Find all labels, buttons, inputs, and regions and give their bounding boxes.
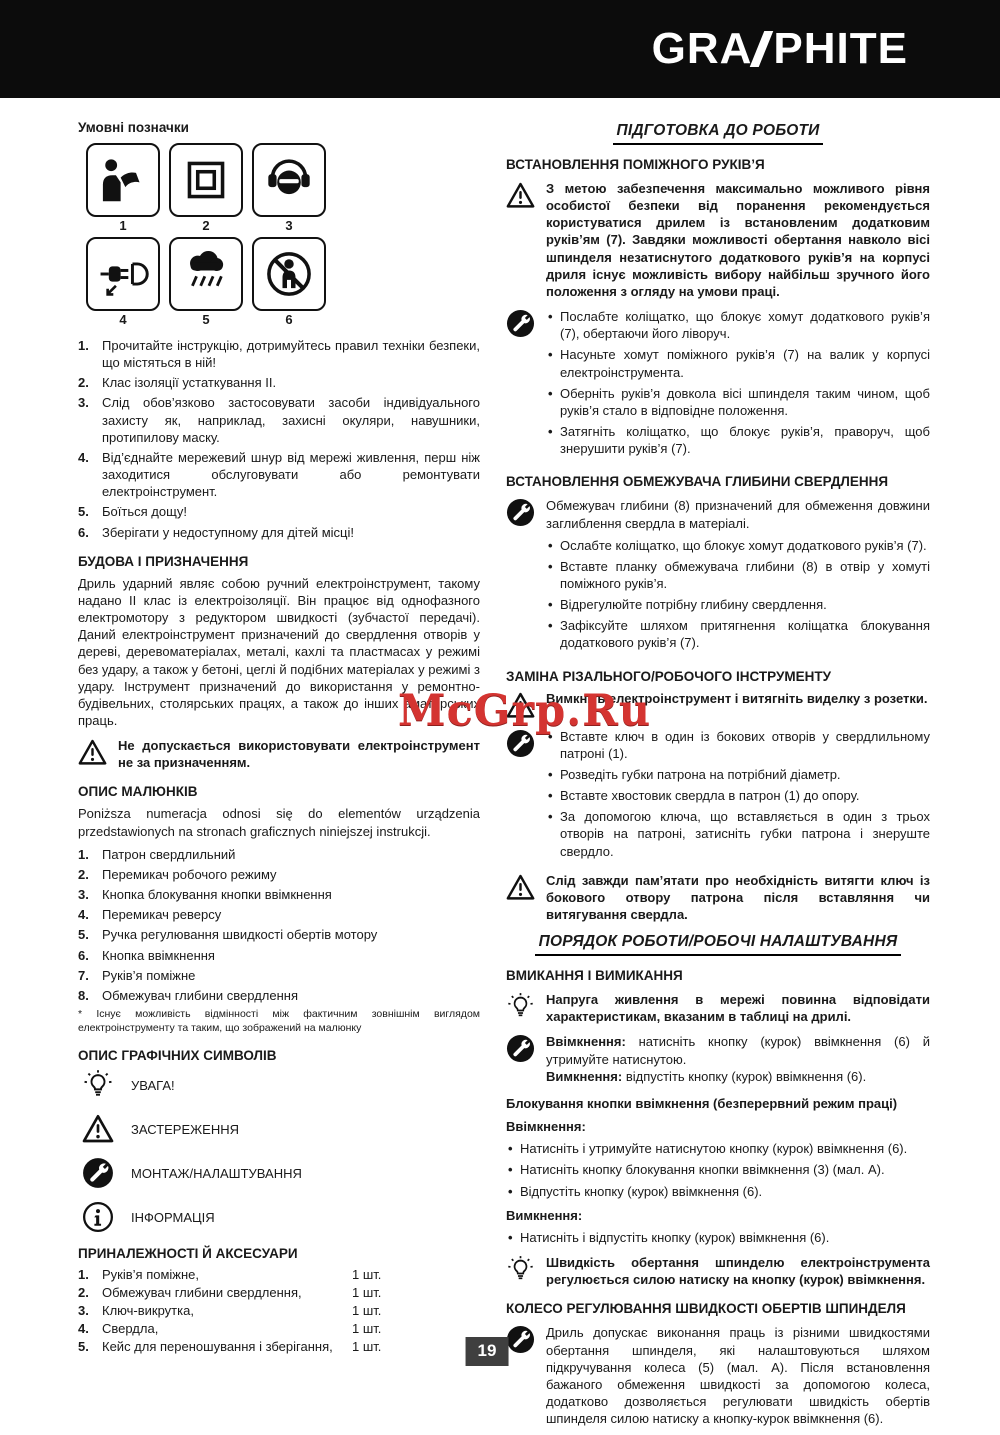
figure-item	[78, 906, 480, 923]
speed-wheel-title: КОЛЕСО РЕГУЛЮВАННЯ ШВИДКОСТІ ОБЕРТІВ ШПИНДЕЛЯ	[506, 1301, 906, 1317]
figures-footnote: * Існує можливість відмінності між фактичним зовнішнім виглядом електроінструменту та таким, що зображений на малюнку	[78, 1008, 480, 1034]
symbol-note-item	[78, 394, 480, 445]
pictogram-5	[169, 237, 243, 327]
wrench-icon-col	[506, 728, 536, 864]
rain-cloud-glyph	[180, 248, 232, 300]
step-item: • Оберніть руків’я довкола вісі шпинделя таким чином, щоб руків’я стало в відповідне положення.	[546, 385, 930, 419]
step-item: • Відрегулюйте потрібну глибину свердлення.	[546, 596, 930, 613]
unplug-glyph	[97, 248, 149, 300]
item-text: Прочитайте інструкцію, дотримуйтесь правил техніки безпеки, що містяться в ній!	[102, 338, 480, 371]
step-item: • Затягніть коліщатко, що блокує руків’я, праворуч, щоб знерушити руків’я (7).	[546, 423, 930, 457]
item-number: 1.	[78, 1267, 89, 1283]
depth-stop-title: ВСТАНОВЛЕННЯ ОБМЕЖУВАЧА ГЛИБИНИ СВЕРДЛЕННЯ	[506, 474, 889, 490]
lock-on-label: Ввімкнення:	[506, 1119, 586, 1135]
depth-stop-intro: Обмежувач глибини (8) призначений для обмеження довжини заглиблення свердла в матеріалі.	[546, 498, 930, 531]
step-item: • Відпустіть кнопку (курок) ввімкнення (6).	[506, 1183, 930, 1200]
on-off-title: ВМИКАННЯ І ВИМИКАННЯ	[506, 968, 683, 984]
figures-title: ОПИС МАЛЮНКІВ	[78, 784, 198, 800]
aux-handle-warning-text: З метою забезпечення максимально можливого рівня особистої безпеки від поранення рекомендується користуватися дрилем із встановленим додатковим руків’ям (7). Завдяки можливості обертання навколо вісі шпинделя незатиснутого додаткового руків’я на корпусі дриля існує можливість вибору найбільш зручного його положення з огляду на умови праці.	[546, 181, 930, 299]
ppe-glyph	[263, 154, 315, 206]
tool-change-warning-text: Вимкніть електроінструмент і витягніть виделку з розетки.	[546, 690, 928, 706]
step-item: • За допомогою ключа, що вставляється в один з трьох отворів на патроні, затисніть губки патрона і знеруште свердло.	[546, 808, 930, 859]
speed-wheel-body: Дриль допускає виконання праць із різними швидкостями обертання шпинделя, які налаштовуються шляхом підкручування колеса (5) (мал. A). Після встановлення бажаного обмеження швидкості за допомогою колеса, додатково дозволяється регулювати швидкість обертів шпинделя силою натиску а кнопку-курок ввімкнення (6).	[546, 1325, 930, 1427]
item-number: 5.	[78, 504, 89, 520]
item-text: Свердла,	[102, 1321, 159, 1337]
speed-note-text: Швидкість обертання шпинделю електроінструмента регулюється силою натиску на кнопку (курок) ввімкнення.	[546, 1255, 930, 1288]
symbol-note-item	[78, 374, 480, 391]
switch-on-line	[546, 1033, 930, 1067]
voltage-note-text: Напруга живлення в мережі повинна відповідати характеристикам, вказаним в таблиці на дрилі.	[546, 992, 930, 1025]
prep-heading	[506, 122, 930, 145]
symbols-title: Умовні позначки	[78, 120, 189, 135]
figure-item	[78, 967, 480, 984]
item-quantity: 1 шт.	[352, 1303, 382, 1319]
item-text: Перемикач реверсу	[102, 907, 222, 923]
step-item: • Послабте коліщатко, що блокує хомут додаткового руків’я (7), обертаючи його ліворуч.	[546, 308, 930, 342]
steps-list	[546, 308, 930, 461]
accessory-item	[78, 1267, 480, 1282]
item-number: 5.	[78, 927, 89, 943]
page-content	[0, 98, 1000, 1435]
lock-off-steps	[506, 1229, 930, 1246]
item-text: Слід обов’язково застосовувати засоби індивідуального захисту як, наприклад, захисні окуляри, навушники, протипилову маску.	[102, 395, 480, 445]
bulb-icon-col	[506, 991, 536, 1025]
voltage-note	[506, 991, 930, 1025]
left-column	[78, 120, 480, 1435]
steps-list	[546, 728, 930, 864]
bulb-icon-col	[506, 1254, 536, 1288]
item-number: 3.	[78, 887, 89, 903]
read-manual-icon	[86, 143, 160, 217]
item-quantity: 1 шт.	[352, 1285, 382, 1301]
warning-triangle-icon	[78, 738, 107, 767]
accessories-list	[78, 1267, 480, 1354]
no-children-glyph	[263, 248, 315, 300]
wrench-icon-col	[506, 497, 536, 655]
accessory-item	[78, 1339, 480, 1354]
figure-item	[78, 987, 480, 1004]
wrench-icon-col	[506, 1033, 536, 1084]
symbol-note-item	[78, 337, 480, 371]
symbol-note-item	[78, 524, 480, 541]
tool-change-title: ЗАМІНА РІЗАЛЬНОГО/РОБОЧОГО ІНСТРУМЕНТУ	[506, 668, 832, 684]
figure-item	[78, 926, 480, 943]
assembly-wrench-icon	[506, 1034, 535, 1063]
item-text: Обмежувач глибини свердлення	[102, 987, 299, 1003]
operation-heading-text: ПОРЯДОК РОБОТИ/РОБОЧІ НАЛАШТУВАННЯ	[535, 933, 902, 956]
item-text: Руків’я поміжне	[102, 967, 196, 983]
item-text: Зберігати у недоступному для дітей місці!	[102, 524, 355, 540]
pictogram-3	[252, 143, 326, 233]
speed-wheel-content	[546, 1324, 930, 1427]
item-text: Кейс для переношування і зберігання,	[102, 1339, 333, 1355]
double-square-glyph	[180, 154, 232, 206]
pictogram-number: 6	[285, 312, 293, 327]
item-text: Від’єднайте мережевий шнур від мережі живлення, перш ніж заходитися обслуговувати або ремонтувати електроінструмент.	[102, 449, 480, 500]
item-text: Патрон свердлильний	[102, 846, 236, 862]
symbol-note-item	[78, 449, 480, 500]
item-quantity: 1 шт.	[352, 1339, 382, 1355]
item-quantity: 1 шт.	[352, 1321, 382, 1337]
step-item: • Насуньте хомут поміжного руків’я (7) на валик у корпусі електроінструмента.	[546, 346, 930, 380]
pictogram-number: 3	[285, 218, 293, 233]
misuse-warning-text: Не допускається використовувати електроінструмент не за призначенням.	[118, 738, 480, 771]
item-text: Обмежувач глибини свердлення,	[102, 1285, 302, 1301]
step-item: • Натисніть і утримуйте натиснутою кнопку (курок) ввімкнення (6).	[506, 1140, 930, 1157]
legend-label: МОНТАЖ/НАЛАШТУВАННЯ	[131, 1165, 302, 1181]
step-item: • Натисніть і відпустіть кнопку (курок) ввімкнення (6).	[506, 1229, 930, 1246]
switch-off-label: Вимкнення:	[546, 1068, 623, 1084]
item-number: 6.	[78, 947, 89, 963]
attention-bulb-icon	[82, 1069, 114, 1101]
item-number: 3.	[78, 1303, 89, 1319]
switch-off-text: відпустіть кнопку (курок) ввімкнення (6).	[622, 1068, 867, 1084]
item-number: 6.	[78, 524, 89, 540]
personal-protection-icon	[252, 143, 326, 217]
warning-icon-col	[506, 180, 536, 300]
class-2-insulation-icon	[169, 143, 243, 217]
item-number: 2.	[78, 866, 89, 882]
step-item: • Розведіть губки патрона на потрібний діаметр.	[546, 766, 930, 783]
on-off-text	[546, 1033, 930, 1084]
warning-icon-col	[78, 737, 108, 771]
pictogram-number: 4	[119, 312, 127, 327]
item-text: Кнопка ввімкнення	[102, 947, 215, 963]
aux-handle-steps	[506, 308, 930, 461]
warning-icon-col	[506, 872, 536, 923]
item-number: 7.	[78, 967, 89, 983]
switch-on-text: натисніть кнопку (курок) ввімкнення (6) й утримуйте натиснутою.	[546, 1034, 930, 1067]
item-text: Клас ізоляції устаткування II.	[102, 375, 277, 391]
figure-item	[78, 866, 480, 883]
legend-row	[82, 1113, 480, 1145]
item-number: 4.	[78, 449, 89, 465]
figures-list	[78, 846, 480, 1004]
item-number: 4.	[78, 907, 89, 923]
accessory-item	[78, 1303, 480, 1318]
step-item: • Вставте планку обмежувача глибини (8) в отвір у хомуті поміжного руків’я.	[546, 558, 930, 592]
assembly-wrench-icon	[506, 498, 535, 527]
graphic-symbols-title: ОПИС ГРАФІЧНИХ СИМВОЛІВ	[78, 1048, 277, 1064]
item-text: Перемикач робочого режиму	[102, 866, 277, 882]
figure-item	[78, 846, 480, 863]
item-quantity: 1 шт.	[352, 1267, 382, 1283]
unplug-icon	[86, 237, 160, 311]
switch-on-label: Ввімкнення:	[546, 1034, 626, 1050]
accessory-item	[78, 1285, 480, 1300]
item-number: 8.	[78, 987, 89, 1003]
lock-title: Блокування кнопки ввімкнення (безперервний режим праці)	[506, 1095, 898, 1111]
step-item: • Зафіксуйте шляхом притягнення коліщатка блокування додаткового руків’я (7).	[546, 617, 930, 651]
symbol-note-item	[78, 503, 480, 520]
figures-intro: Poniższa numeracja odnosi się do elementów urządzenia przedstawionych na stronach graficznych niniejszej instrukcji.	[78, 806, 480, 839]
item-number: 2.	[78, 375, 89, 391]
logo-text-left: GRA	[651, 24, 753, 73]
item-text: Руків’я поміжне,	[102, 1267, 200, 1283]
keep-away-from-children-icon	[252, 237, 326, 311]
lock-off-label: Вимкнення:	[506, 1207, 583, 1223]
information-icon	[82, 1201, 114, 1233]
item-text: Кнопка блокування кнопки ввімкнення	[102, 887, 332, 903]
operation-heading	[506, 933, 930, 956]
item-number: 1.	[78, 338, 89, 353]
attention-bulb-icon	[506, 992, 535, 1021]
item-number: 3.	[78, 395, 89, 411]
depth-stop-block	[506, 497, 930, 655]
depth-stop-content	[546, 497, 930, 655]
legend-row	[82, 1069, 480, 1101]
aux-handle-title: ВСТАНОВЛЕННЯ ПОМІЖНОГО РУКІВ’Я	[506, 157, 765, 172]
warning-triangle-icon	[506, 873, 535, 902]
pictogram-number: 2	[202, 218, 210, 233]
misuse-warning	[78, 737, 480, 771]
lock-on-steps	[506, 1140, 930, 1199]
wrench-icon-col	[506, 1324, 536, 1427]
item-text: Боїться дощу!	[102, 504, 188, 520]
step-item: • Натисніть кнопку блокування кнопки ввімкнення (3) (мал. A).	[506, 1161, 930, 1178]
logo-slash-icon	[750, 31, 774, 67]
assembly-wrench-icon	[506, 1325, 535, 1354]
chuck-key-warning	[506, 872, 930, 923]
figure-item	[78, 886, 480, 903]
legend-label: УВАГА!	[131, 1077, 175, 1093]
step-item: • Вставте ключ в один із бокових отворів у свердлильному патроні (1).	[546, 728, 930, 762]
warning-triangle-icon	[82, 1113, 114, 1145]
watermark: McGrp.Ru	[398, 686, 652, 736]
pictogram-4	[86, 237, 160, 327]
speed-wheel-block	[506, 1324, 930, 1427]
construction-body: Дриль ударний являє собою ручний електроінструмент, такому надано II клас із електроізоляції. Він працює від однофазного електромотору з редуктором швидкості (зубчастої передачі). Даний електроінструмент призначений до свердлення отворів у дереві, деревоматеріалах, металі, кахлі та пластмасах у режимі без удару, а також у бетоні, цеглі й подібних матеріалах у режимі з удару. Інструмент призначений до використання у ремонтно-будівельних, столярських працях, а також до інших аматорських праць.	[78, 575, 480, 728]
legend-row	[82, 1157, 480, 1189]
accessories-title: ПРИНАЛЕЖНОСТІ Й АКСЕСУАРИ	[78, 1246, 298, 1262]
step-item: • Вставте хвостовик свердла в патрон (1) до опору.	[546, 787, 930, 804]
page-number: 19	[466, 1337, 509, 1366]
graphic-symbols-legend	[78, 1069, 480, 1233]
figure-item	[78, 947, 480, 964]
item-number: 2.	[78, 1285, 89, 1301]
symbol-notes-list	[78, 337, 480, 541]
right-column	[506, 120, 930, 1435]
warning-triangle-icon	[506, 181, 535, 210]
switch-off-line	[546, 1068, 930, 1085]
legend-label: ІНФОРМАЦІЯ	[131, 1209, 215, 1225]
item-number: 5.	[78, 1339, 89, 1355]
prep-heading-text: ПІДГОТОВКА ДО РОБОТИ	[613, 122, 824, 145]
assembly-wrench-icon	[506, 309, 535, 338]
accessory-item	[78, 1321, 480, 1336]
wrench-icon-col	[506, 308, 536, 461]
assembly-wrench-icon	[82, 1157, 114, 1189]
item-text: Ручка регулювання швидкості обертів мотору	[102, 927, 378, 943]
logo-text-right: PHITE	[773, 24, 908, 73]
legend-row	[82, 1201, 480, 1233]
graphite-logo	[652, 24, 908, 74]
aux-handle-warning	[506, 180, 930, 300]
on-off-instructions	[506, 1033, 930, 1084]
keep-from-rain-icon	[169, 237, 243, 311]
chuck-key-warning-text: Слід завжди пам’ятати про необхідність витягти ключ із бокового отвору патрона після вставляння чи витягування свердла.	[546, 872, 930, 922]
item-text: Ключ-викрутка,	[102, 1303, 194, 1319]
read-manual-glyph	[97, 154, 149, 206]
pictogram-number: 1	[119, 218, 127, 233]
pictogram-1	[86, 143, 160, 233]
brand-header	[0, 0, 1000, 98]
item-number: 4.	[78, 1321, 89, 1337]
pictogram-6	[252, 237, 326, 327]
item-number: 1.	[78, 846, 89, 862]
tool-change-steps	[506, 728, 930, 864]
step-item: • Ослабте коліщатко, що блокує хомут додаткового руків’я (7).	[546, 537, 930, 554]
construction-title: БУДОВА І ПРИЗНАЧЕННЯ	[78, 553, 249, 569]
speed-note	[506, 1254, 930, 1288]
pictogram-2	[169, 143, 243, 233]
legend-label: ЗАСТЕРЕЖЕННЯ	[131, 1121, 239, 1137]
pictogram-grid	[86, 143, 480, 327]
attention-bulb-icon	[506, 1255, 535, 1284]
pictogram-number: 5	[202, 312, 210, 327]
